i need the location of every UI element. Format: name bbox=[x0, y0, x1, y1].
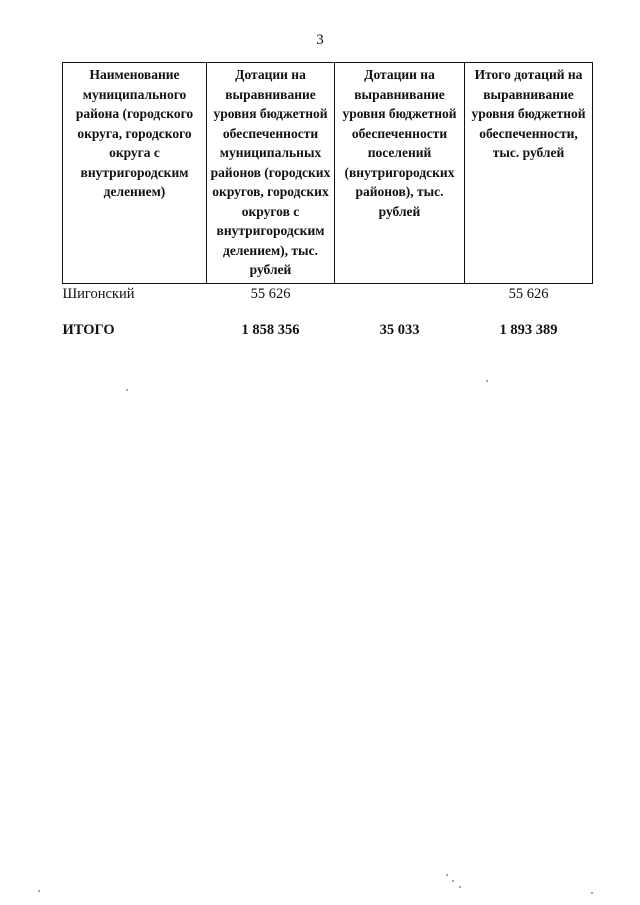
header-district-subsidies: Дотации на выравнивание уровня бюджетной обеспеченности муниципальных районов (городских округов, городских округов с внутригородским делением), тыс. рублей bbox=[207, 63, 335, 284]
page-number: 3 bbox=[316, 32, 324, 48]
table-header-row bbox=[63, 63, 593, 284]
table-row bbox=[63, 283, 593, 307]
cell-district-name: Шигонский bbox=[62, 285, 135, 302]
total-label: ИТОГО bbox=[62, 321, 115, 338]
scan-speck bbox=[459, 886, 461, 888]
cell-settlement-subsidies bbox=[335, 283, 465, 307]
total-district-subsidies: 1 858 356 bbox=[241, 321, 300, 338]
scan-speck bbox=[486, 380, 488, 382]
header-total-subsidies: Итого дотаций на выравнивание уровня бюджетной обеспеченности, тыс. рублей bbox=[465, 63, 593, 284]
scan-speck bbox=[126, 389, 128, 391]
total-settlement-subsidies: 35 033 bbox=[379, 321, 420, 338]
scan-speck bbox=[446, 874, 448, 876]
scan-speck bbox=[591, 892, 593, 894]
cell-total-subsidies: 55 626 bbox=[508, 285, 549, 302]
header-settlement-subsidies: Дотации на выравнивание уровня бюджетной обеспеченности поселений (внутригородских районов), тыс. рублей bbox=[335, 63, 465, 284]
scan-speck bbox=[38, 890, 40, 892]
scan-speck bbox=[452, 880, 454, 882]
row-spacer bbox=[63, 307, 593, 321]
cell-district-subsidies: 55 626 bbox=[250, 285, 291, 302]
subsidy-table bbox=[62, 62, 593, 339]
table-total-row bbox=[63, 321, 593, 339]
total-all-subsidies: 1 893 389 bbox=[499, 321, 558, 338]
header-district-name: Наименование муниципального района (городского округа, городского округа с внутригородским делением) bbox=[63, 63, 207, 284]
